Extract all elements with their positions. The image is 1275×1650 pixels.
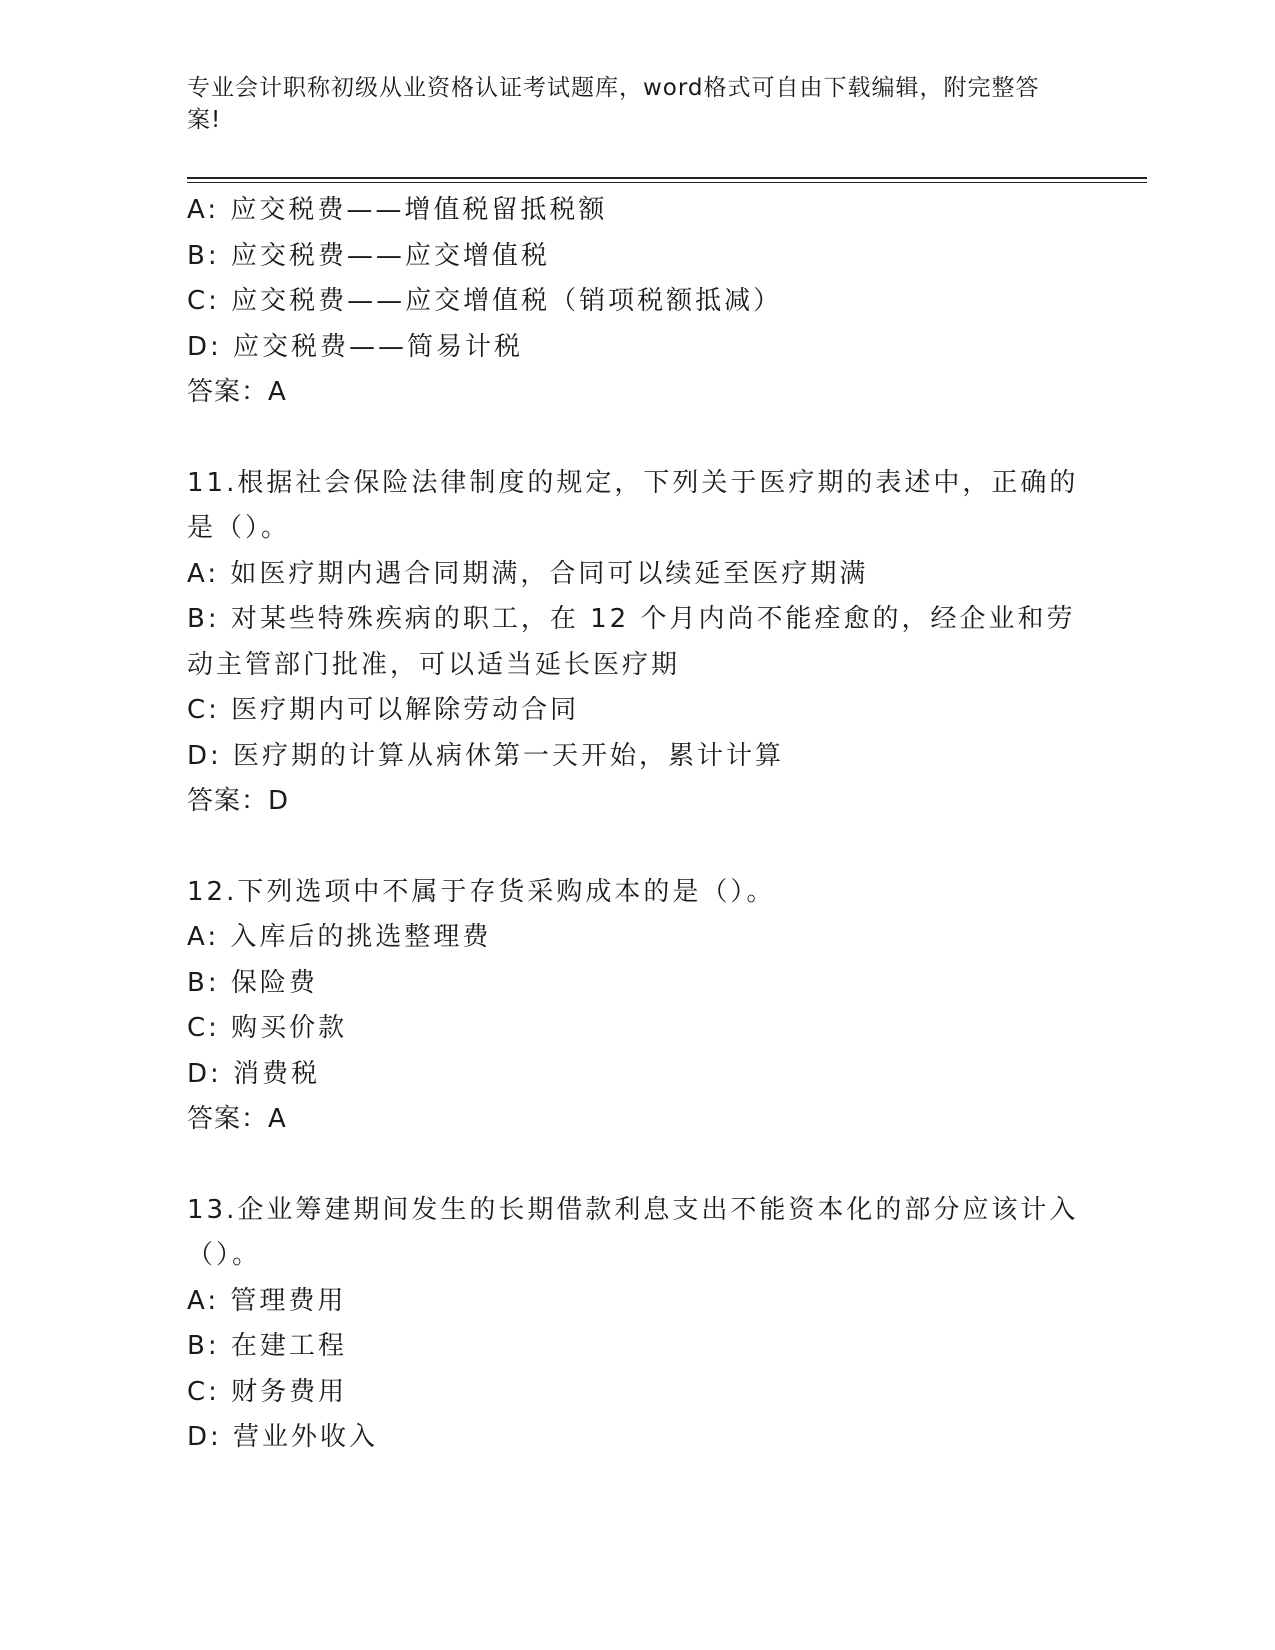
question-stem-continued: （）。 [187, 1240, 262, 1270]
question-list [187, 188, 1087, 1461]
option-c: C: 购买价款 [187, 1013, 348, 1043]
option-b: B: 保险费 [187, 967, 318, 998]
option-c: C: 财务费用 [187, 1376, 348, 1407]
option-b-continued: 动主管部门批准，可以适当延长医疗期 [187, 649, 681, 680]
question-stem-continued: 是（）。 [187, 513, 291, 543]
option-c: C: 应交税费——应交增值税（销项税额抵减） [187, 286, 783, 316]
question-stem: 11.根据社会保险法律制度的规定，下列关于医疗期的表述中，正确的 [187, 467, 1079, 498]
header-divider-thin [187, 182, 1147, 183]
question-stem: 13.企业筹建期间发生的长期借款利息支出不能资本化的部分应该计入 [187, 1194, 1079, 1225]
question-12 [187, 870, 1087, 1143]
answer-line: 答案：D [187, 786, 290, 816]
header-line-1: 专业会计职称初级从业资格认证考试题库，word格式可自由下载编辑，附完整答 [187, 75, 1040, 101]
option-a: A: 入库后的挑选整理费 [187, 922, 492, 952]
option-a: A: 管理费用 [187, 1285, 347, 1316]
spacer [187, 416, 1087, 461]
header-divider-thick [187, 177, 1147, 179]
option-b: B: 在建工程 [187, 1331, 347, 1361]
spacer [187, 1143, 1087, 1188]
question-11 [187, 461, 1087, 825]
option-d: D: 应交税费——简易计税 [187, 331, 524, 362]
option-a: A: 应交税费——增值税留抵税额 [187, 195, 608, 225]
option-d: D: 医疗期的计算从病休第一天开始，累计计算 [187, 740, 785, 771]
option-d: D: 消费税 [187, 1058, 321, 1089]
answer-line: 答案：A [187, 377, 287, 407]
option-d: D: 营业外收入 [187, 1422, 379, 1452]
spacer [187, 825, 1087, 870]
option-a: A: 如医疗期内遇合同期满，合同可以续延至医疗期满 [187, 558, 869, 589]
document-header [187, 72, 1067, 136]
question-10 [187, 188, 1087, 416]
question-stem: 12.下列选项中不属于存货采购成本的是（）。 [187, 876, 776, 907]
answer-line: 答案：A [187, 1104, 287, 1134]
question-13 [187, 1188, 1087, 1461]
option-b: B: 应交税费——应交增值税 [187, 240, 550, 271]
header-line-2: 案! [187, 107, 222, 133]
option-b: B: 对某些特殊疾病的职工，在 12 个月内尚不能痊愈的，经企业和劳 [187, 604, 1076, 634]
option-c: C: 医疗期内可以解除劳动合同 [187, 695, 580, 725]
